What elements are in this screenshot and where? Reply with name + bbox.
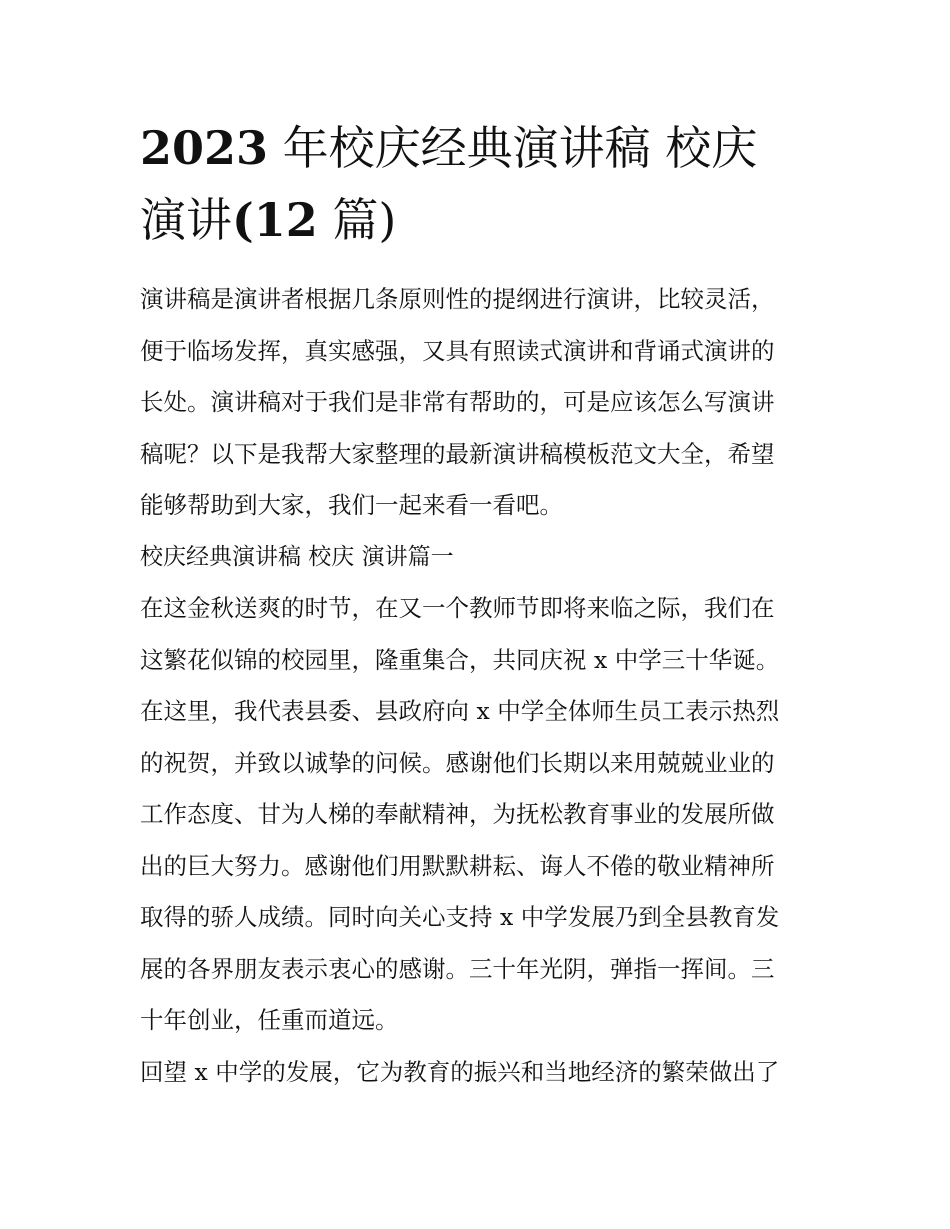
paragraph-line: 取得的骄人成绩。同时向关心支持 x 中学发展乃到全县教育发 [140,903,780,931]
intro-line: 长处。演讲稿对于我们是非常有帮助的，可是应该怎么写演讲 [140,388,775,416]
intro-line: 便于临场发挥，真实感强，又具有照读式演讲和背诵式演讲的 [140,336,775,365]
intro-line: 稿呢？以下是我帮大家整理的最新演讲稿模板范文大全，希望 [140,439,775,468]
paragraph-line: 十年创业，任重而道远。 [140,1006,399,1034]
title-text-1: 年校庆经典演讲稿 校庆 [268,121,758,175]
title-year: 2023 [140,121,269,175]
paragraph-line: 工作态度、甘为人梯的奉献精神，为抚松教育事业的发展所做 [140,800,775,828]
title-line-2 [140,184,812,256]
title-count: (12 [232,193,318,247]
paragraph-line: 出的巨大努力。感谢他们用默默耕耘、诲人不倦的敬业精神所 [140,851,775,880]
paragraph-line: 展的各界朋友表示衷心的感谢。三十年光阴，弹指一挥间。三 [140,954,775,983]
paragraph-line: 在这金秋送爽的时节，在又一个教师节即将来临之际，我们在 [140,594,775,622]
title-text-3: 篇) [317,193,397,247]
paragraph-line: 的祝贺，并致以诚挚的问候。感谢他们长期以来用兢兢业业的 [140,748,775,777]
title-text-2: 演讲 [140,193,232,247]
title-line-1 [140,112,812,184]
intro-line: 演讲稿是演讲者根据几条原则性的提纲进行演讲，比较灵活， [140,285,775,313]
paragraph-line: 这繁花似锦的校园里，隆重集合，共同庆祝 x 中学三十华诞。 [140,645,780,674]
section-heading: 校庆经典演讲稿 校庆 演讲篇一 [140,543,454,570]
page-title [140,112,812,256]
paragraph-line: 回望 x 中学的发展，它为教育的振兴和当地经济的繁荣做出了 [140,1057,780,1086]
paragraph-line: 在这里，我代表县委、县政府向 x 中学全体师生员工表示热烈 [140,697,780,725]
intro-line: 能够帮助到大家，我们一起来看一看吧。 [140,491,563,519]
document-body [140,274,812,1098]
